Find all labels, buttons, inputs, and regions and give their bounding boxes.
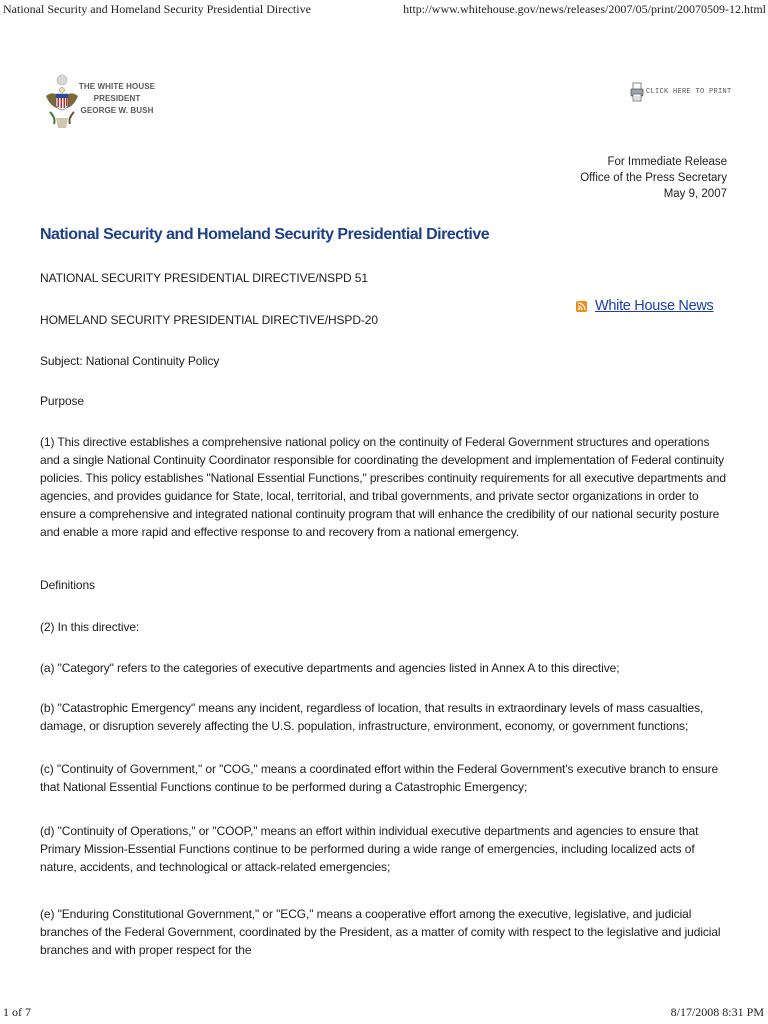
print-header-title: National Security and Homeland Security Presidential Directive — [3, 2, 311, 16]
paragraph-1: (1) This directive establishes a comprehensive national policy on the continuity of Federal Government structures and operations and a single National Continuity Coordinator responsible for coordinating the development and implementation of Federal continuity policies. This policy establishes "National Essential Functions," prescribes continuity requirements for all executive departments and agencies, and provides guidance for State, local, territorial, and tribal governments, and private sector organizations in order to ensure a comprehensive and integrated national continuity program that will enhance the credibility of our national security posture and enable a more rapid and effective response to and recovery from a national emergency. — [40, 435, 726, 539]
print-header-url: http://www.whitehouse.gov/news/releases/2007/05/print/20070509-12.html — [403, 2, 766, 16]
release-date: May 9, 2007 — [663, 188, 727, 200]
presidential-seal-icon — [42, 72, 82, 134]
white-house-news-link[interactable] — [576, 298, 714, 314]
paragraph-2e: (e) "Enduring Constitutional Government," or "ECG," means a cooperative effort among the executive, legislative, and judicial branches of the Federal Government, coordinated by the President, as a matter of comity with respect to the legislative and judicial branches and with proper respect for the — [40, 907, 721, 957]
purpose-heading: Purpose — [40, 394, 84, 408]
nspd-line: NATIONAL SECURITY PRESIDENTIAL DIRECTIVE/NSPD 51 — [40, 271, 368, 285]
white-house-news-label[interactable]: White House News — [595, 298, 714, 314]
logo-line-2: PRESIDENT — [93, 94, 141, 103]
release-office: Office of the Press Secretary — [580, 172, 727, 184]
printer-icon — [630, 82, 644, 102]
print-button-label: CLICK HERE TO PRINT — [646, 88, 732, 96]
release-info — [580, 154, 727, 202]
logo-line-1: THE WHITE HOUSE — [78, 82, 156, 91]
print-datetime: 8/17/2008 8:31 PM — [670, 1005, 764, 1019]
hspd-line: HOMELAND SECURITY PRESIDENTIAL DIRECTIVE/HSPD-20 — [40, 313, 378, 327]
rss-icon — [576, 301, 587, 312]
paragraph-2d: (d) "Continuity of Operations," or "COOP," means an effort within individual executive departments and agencies to ensure that Primary Mission-Essential Functions continue to be performed during a wide range of emergencies, including localized acts of nature, accidents, and technological or attack-related emergencies; — [40, 824, 699, 874]
paragraph-2a: (a) "Category" refers to the categories of executive departments and agencies listed in Annex A to this directive; — [40, 661, 620, 675]
white-house-logo[interactable] — [42, 72, 154, 134]
print-button[interactable] — [630, 82, 732, 102]
logo-line-3: GEORGE W. BUSH — [80, 106, 154, 115]
paragraph-2c: (c) "Continuity of Government," or "COG," means a coordinated effort within the Federal Government's executive branch to ensure that National Essential Functions continue to be performed during a Catastrophic Emergency; — [40, 762, 719, 794]
page-title: National Security and Homeland Security Presidential Directive — [40, 226, 490, 243]
release-type: For Immediate Release — [607, 156, 727, 168]
paragraph-2b: (b) "Catastrophic Emergency" means any incident, regardless of location, that results in extraordinary levels of mass casualties, damage, or disruption severely affecting the U.S. population, infrastructure, environment, economy, or government functions; — [40, 701, 704, 733]
subject-line: Subject: National Continuity Policy — [40, 354, 220, 368]
paragraph-2: (2) In this directive: — [40, 620, 140, 634]
definitions-heading: Definitions — [40, 578, 95, 592]
page-number: 1 of 7 — [3, 1005, 31, 1019]
